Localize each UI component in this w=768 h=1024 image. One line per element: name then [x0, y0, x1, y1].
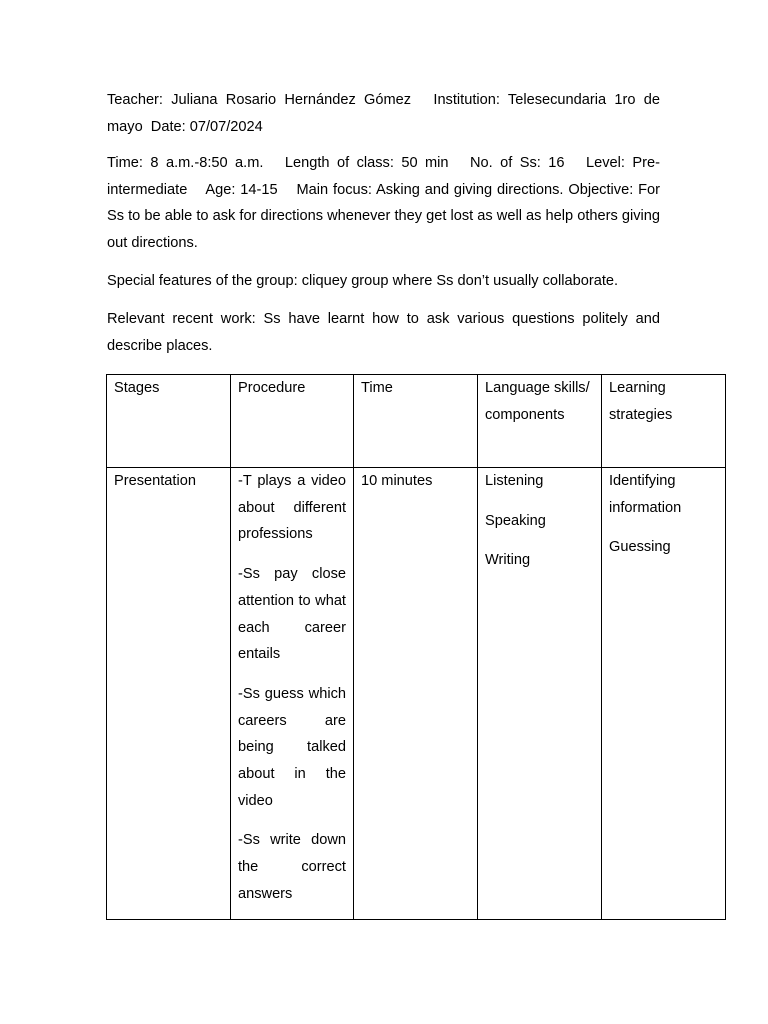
cell-skills: [478, 468, 602, 920]
skill-item: Speaking: [485, 512, 546, 529]
main-focus: Main focus: Asking and giving directions.: [296, 181, 564, 198]
header-teacher-paragraph: [107, 87, 660, 140]
procedure-step: -Ss guess which careers are being talked about in the video: [238, 685, 346, 809]
skill-item: Writing: [485, 552, 531, 569]
header-stages: Stages: [107, 375, 231, 468]
procedure-step: -Ss pay close attention to what each career entails: [238, 566, 346, 663]
lesson-plan-table: [106, 374, 726, 920]
cell-strategies: [602, 468, 726, 920]
special-features-paragraph: Special features of the group: cliquey group where Ss don’t usually collaborate.: [107, 273, 619, 289]
student-age: Age: 14-15: [205, 181, 278, 198]
procedure-step: -Ss write down the correct answers: [238, 832, 346, 902]
student-count: No. of Ss: 16: [470, 155, 565, 171]
class-level: Level: Pre-intermediate: [107, 155, 660, 198]
table-header-row: [107, 375, 726, 468]
skill-item: Listening: [485, 473, 544, 489]
header-procedure: Procedure: [231, 375, 354, 468]
table-row: [107, 468, 726, 920]
header-language-skills: Language skills/components: [478, 375, 602, 468]
procedure-step: -T plays a video about different professions: [238, 473, 346, 543]
strategy-item: Guessing: [609, 539, 671, 556]
teacher-name: Teacher: Juliana Rosario Hernández Gómez: [107, 92, 412, 108]
cell-stage: Presentation: [107, 468, 231, 920]
class-date: Date: 07/07/2024: [150, 118, 263, 135]
header-time: Time: [354, 375, 478, 468]
institution: Institution: Telesecundaria 1ro de mayo: [107, 92, 660, 135]
header-class-details-paragraph: [107, 150, 660, 257]
recent-work-paragraph: Relevant recent work: Ss have learnt how to ask various questions politely and describe places.: [107, 311, 660, 354]
class-time: Time: 8 a.m.-8:50 a.m.: [107, 155, 264, 171]
cell-procedure: [231, 468, 354, 920]
objective: Objective: For Ss to be able to ask for directions whenever they get lost as well as help others giving out directions.: [107, 181, 661, 252]
class-length: Length of class: 50 min: [284, 155, 449, 171]
strategy-item: Identifying information: [609, 473, 682, 516]
header-learning-strategies: Learning strategies: [602, 375, 726, 468]
cell-time: 10 minutes: [354, 468, 478, 920]
